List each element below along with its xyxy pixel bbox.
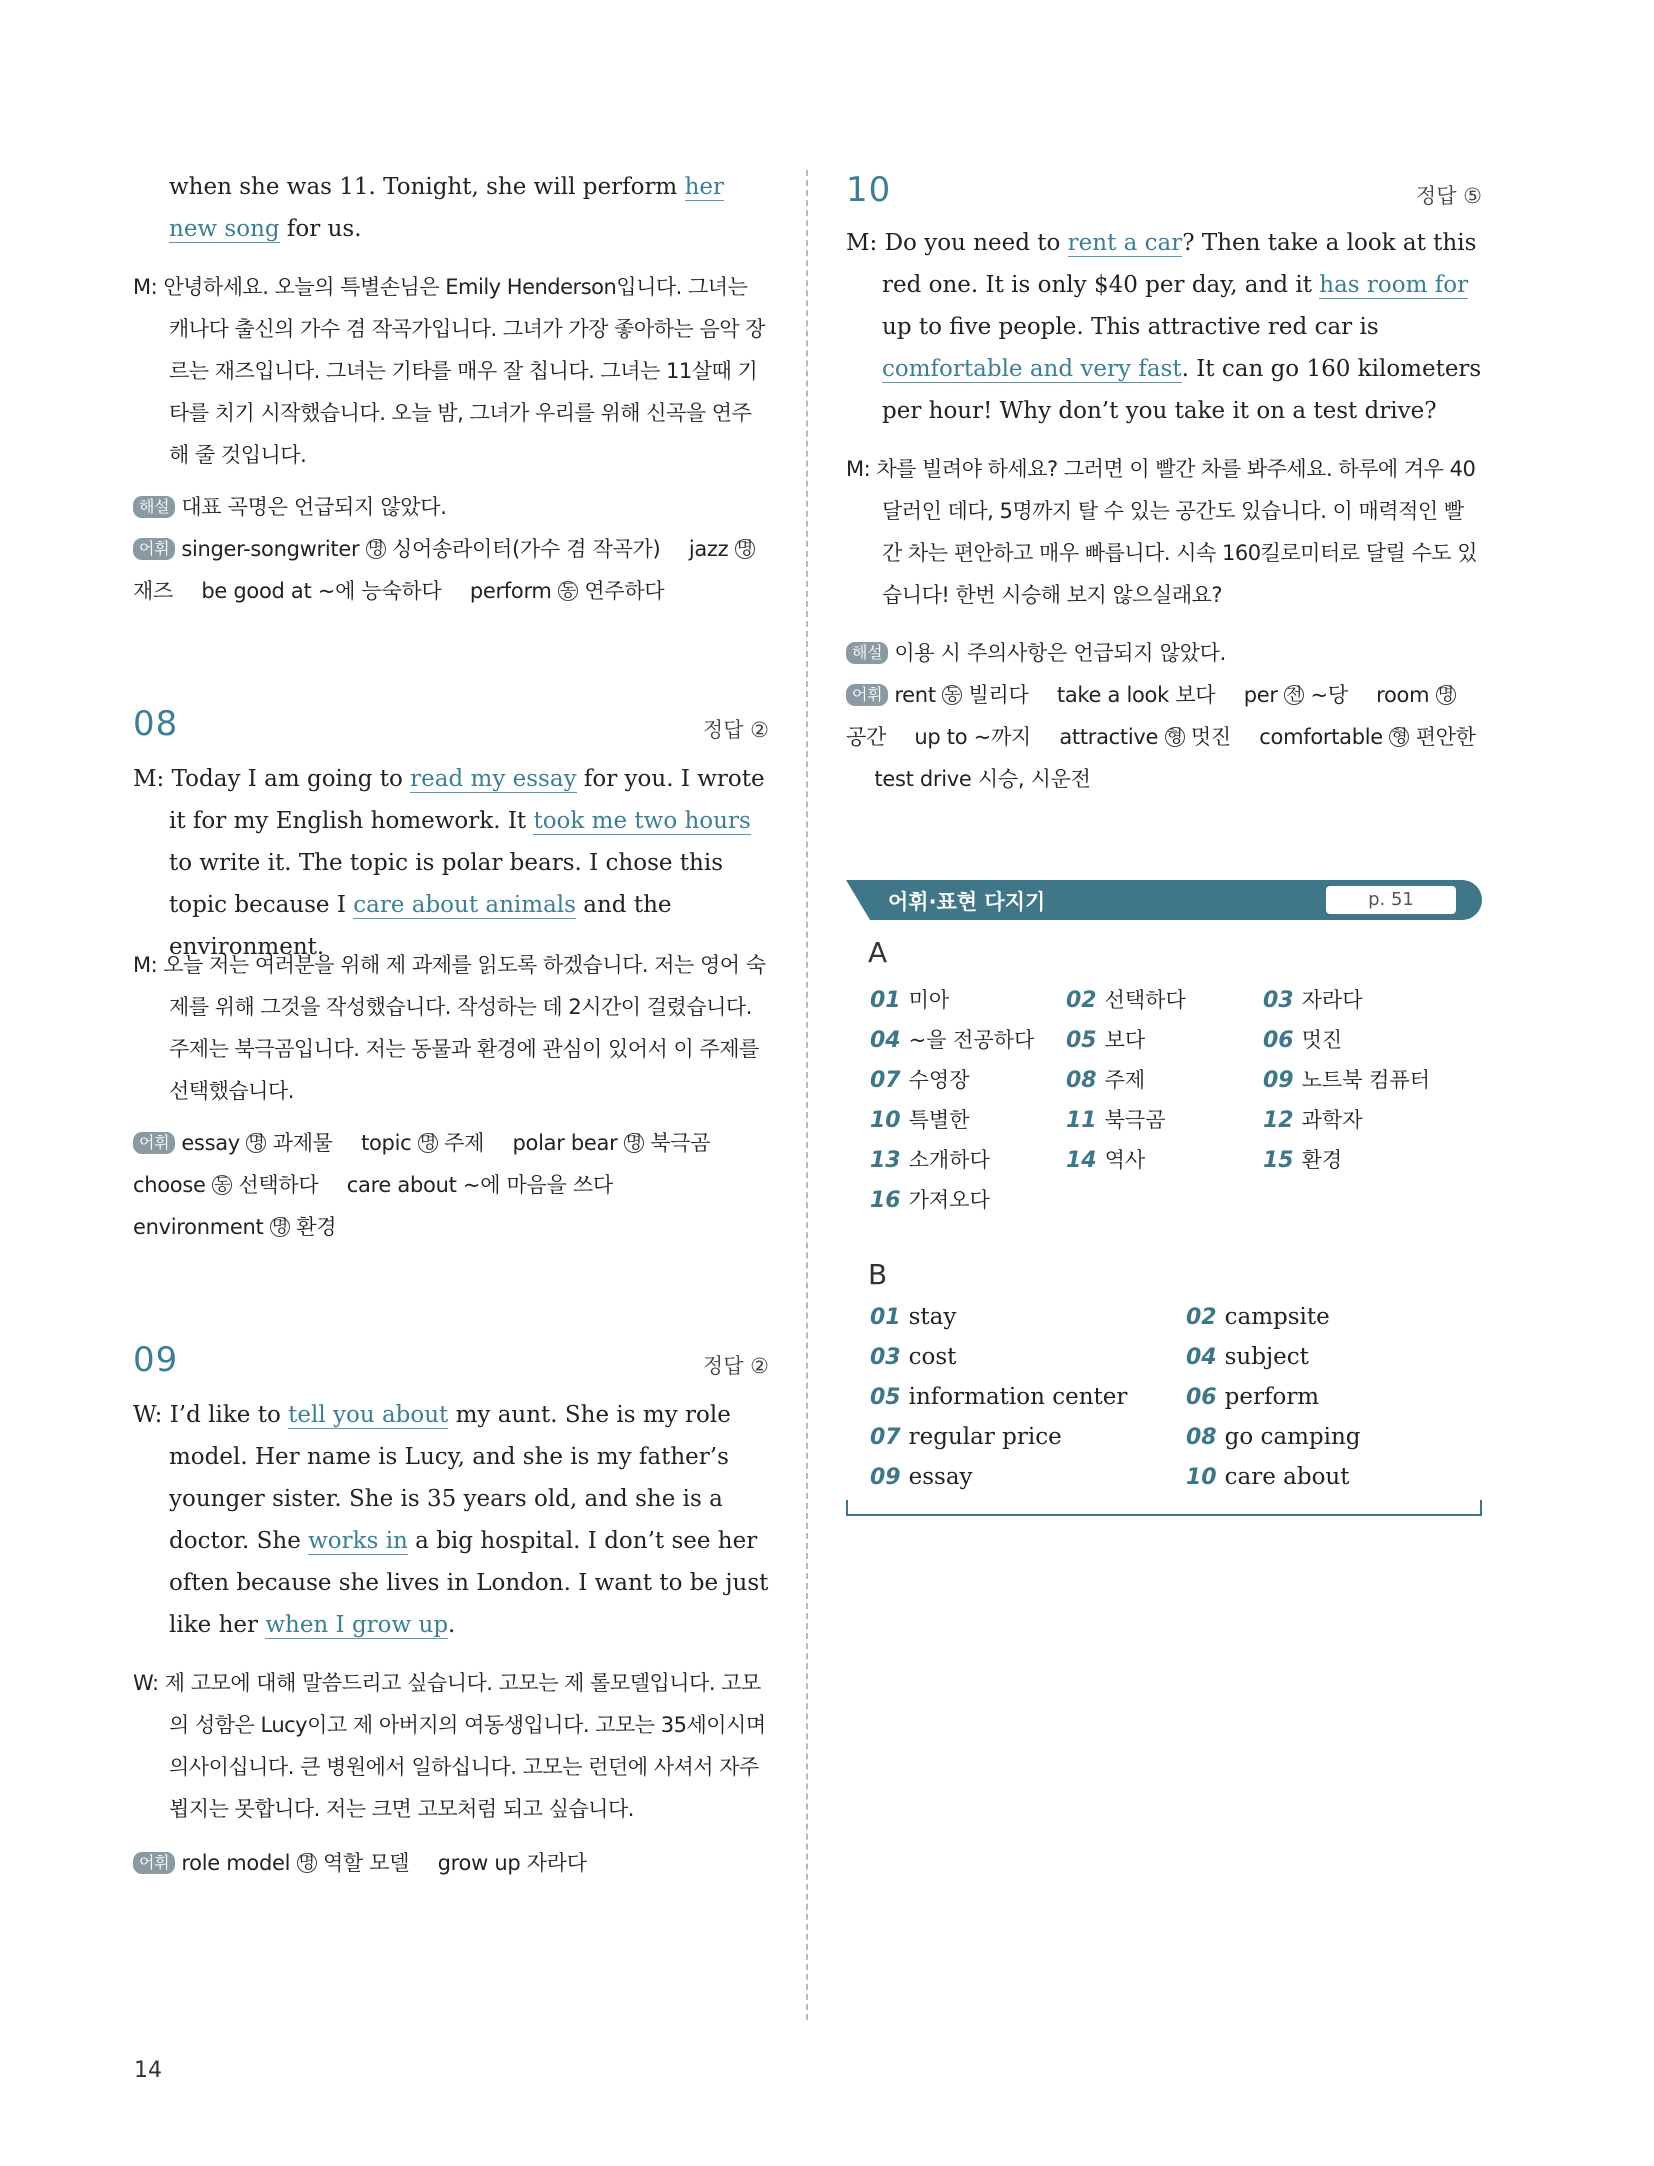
q08-translation: M: 오늘 저는 여러분을 위해 제 과제를 읽도록 하겠습니다. 저는 영어 숙제를 위해 그것을 작성했습니다. 작성하는 데 2시간이 걸렸습니다. 주제는 북극곰입니다. 저는 동물과 환경에 관심이 있어서 이 주제를 선택했습니다. [133, 953, 766, 1103]
vocab-a-item [870, 1144, 990, 1174]
item-word: 소개하다 [908, 1148, 990, 1172]
item-number: 08 [1186, 1425, 1217, 1450]
item-word: 역사 [1104, 1148, 1146, 1172]
vocab-a-item [1066, 1064, 1145, 1094]
vocab-a-item [1066, 1104, 1165, 1134]
q10-translation: M: 차를 빌려야 하세요? 그러면 이 빨간 차를 봐주세요. 하루에 겨우 40달러인 데다, 5명까지 탈 수 있는 공간도 있습니다. 이 매력적인 빨간 차는 편안하고 매우 빠릅니다. 시속 160킬로미터로 달릴 수도 있습니다! 한번 시승해 보지 않으실래요? [846, 457, 1477, 607]
item-number: 06 [1263, 1028, 1294, 1053]
vocab-b-item [1186, 1344, 1309, 1370]
q08-script: M: Today I am going to read my essay for you. I wrote it for my English homework. It took me two hours to write it. The topic is polar bears. I chose this topic because I care about animals and the environment. [133, 766, 765, 960]
item-number: 05 [870, 1385, 901, 1410]
item-word: ~을 전공하다 [908, 1028, 1035, 1052]
highlight-phrase: has room for [1319, 272, 1469, 298]
item-word: essay [908, 1464, 973, 1490]
vocab-a-item [870, 1024, 1034, 1054]
item-number: 10 [870, 1108, 901, 1133]
item-number: 04 [1186, 1345, 1217, 1370]
item-word: 환경 [1301, 1148, 1343, 1172]
vocab-b-item [1186, 1464, 1349, 1490]
item-number: 03 [870, 1345, 901, 1370]
vocab-a-item [1066, 984, 1186, 1014]
item-number: 05 [1066, 1028, 1097, 1053]
vocab-a-item [1263, 1144, 1342, 1174]
item-word: 노트북 컴퓨터 [1301, 1068, 1431, 1092]
item-number: 15 [1263, 1148, 1294, 1173]
answer-label: 정답 ② [702, 1354, 769, 1378]
item-word: 가져오다 [908, 1188, 990, 1212]
item-number: 02 [1186, 1305, 1217, 1330]
highlight-phrase: rent a car [1067, 230, 1183, 256]
item-word: stay [908, 1304, 957, 1330]
vocab-box-header [846, 880, 1482, 920]
item-word: 보다 [1104, 1028, 1146, 1052]
vocab-a-item [1066, 1024, 1145, 1054]
highlight-phrase: read my essay [410, 766, 577, 792]
answer-label: 정답 ⑤ [1415, 184, 1482, 208]
vocab-b-item [870, 1304, 956, 1330]
q10-notes [846, 632, 1482, 800]
item-word: cost [908, 1344, 957, 1370]
q10-header [846, 170, 1482, 214]
q09-script: W: I’d like to tell you about my aunt. She is my role model. Her name is Lucy, and she is my father’s younger sister. She is 35 years old, and she is a doctor. She works in a big hospital. I don’t see her often because she lives in London. I want to be just like her when I grow up. [133, 1402, 769, 1638]
column-divider [806, 170, 808, 2020]
item-number: 16 [870, 1188, 901, 1213]
item-word: care about [1224, 1464, 1350, 1490]
item-number: 06 [1186, 1385, 1217, 1410]
vocab-badge: 어휘 [846, 684, 888, 706]
item-word: perform [1224, 1384, 1320, 1410]
vocab-line: 어휘 rent 동 빌리다 take a look 보다 per 전 ~당 room 명 공간 up to ~까지 attractive 형 멋진 comfortable 형 편안한 test drive 시승, 시운전 [846, 683, 1476, 791]
item-word: 자라다 [1301, 988, 1363, 1012]
item-number: 02 [1066, 988, 1097, 1013]
item-word: 주제 [1104, 1068, 1146, 1092]
section-b-label: B [868, 1258, 888, 1291]
vocab-badge: 어휘 [133, 538, 175, 560]
vocab-a-item [870, 1064, 969, 1094]
highlight-phrase: tell you about [288, 1402, 449, 1428]
vocab-box-page-ref: p. 51 [1326, 886, 1456, 914]
item-number: 13 [870, 1148, 901, 1173]
item-word: regular price [908, 1424, 1062, 1450]
vocab-b-item [870, 1464, 973, 1490]
vocab-a-item [1263, 1064, 1430, 1094]
vocab-badge: 어휘 [133, 1852, 175, 1874]
item-number: 09 [870, 1465, 901, 1490]
vocab-badge: 어휘 [133, 1132, 175, 1154]
vocab-box-title: 어휘·표현 다지기 [888, 890, 1046, 914]
vocab-b-item [870, 1344, 956, 1370]
vocab-b-item [870, 1384, 1127, 1410]
item-number: 08 [1066, 1068, 1097, 1093]
item-word: information center [908, 1384, 1128, 1410]
question-number: 08 [133, 704, 179, 744]
highlight-phrase: care about animals [353, 892, 576, 918]
q09-translation: W: 제 고모에 대해 말씀드리고 싶습니다. 고모는 제 롤모델입니다. 고모의 성함은 Lucy이고 제 아버지의 여동생입니다. 고모는 35세이시며 의사이십니다. 큰 병원에서 일하십니다. 고모는 런던에 사셔서 자주 뵙지는 못합니다. 저는 크면 고모처럼 되고 싶습니다. [133, 1671, 766, 1821]
explanation-badge: 해설 [133, 496, 175, 518]
item-number: 03 [1263, 988, 1294, 1013]
item-number: 01 [870, 1305, 901, 1330]
vocab-b-item [870, 1424, 1062, 1450]
item-number: 10 [1186, 1465, 1217, 1490]
highlight-phrase: took me two hours [533, 808, 751, 834]
explanation-badge: 해설 [846, 642, 888, 664]
vocab-a-item [870, 1104, 969, 1134]
vocab-line: 어휘 singer-songwriter 명 싱어송라이터(가수 겸 작곡가) jazz 명 재즈 be good at ~에 능숙하다 perform 동 연주하다 [133, 537, 753, 603]
vocab-line: 어휘 role model 명 역할 모델 grow up 자라다 [133, 1842, 769, 1884]
item-word: 수영장 [908, 1068, 970, 1092]
item-number: 04 [870, 1028, 901, 1053]
vocab-a-item [870, 1184, 990, 1214]
vocab-a-item [870, 984, 949, 1014]
item-number: 07 [870, 1068, 901, 1093]
answer-label: 정답 ② [702, 718, 769, 742]
item-word: 북극곰 [1104, 1108, 1166, 1132]
q08-notes [133, 1122, 769, 1248]
item-word: 특별한 [908, 1108, 970, 1132]
item-word: 미아 [908, 988, 950, 1012]
item-number: 12 [1263, 1108, 1294, 1133]
item-number: 11 [1066, 1108, 1097, 1133]
explanation-line: 해설 이용 시 주의사항은 언급되지 않았다. [846, 632, 1482, 674]
item-number: 14 [1066, 1148, 1097, 1173]
vocab-a-item [1263, 984, 1362, 1014]
item-number: 01 [870, 988, 901, 1013]
section-a-label: A [868, 936, 888, 969]
q07-translation: M: 안녕하세요. 오늘의 특별손님은 Emily Henderson입니다. 그녀는 캐나다 출신의 가수 겸 작곡가입니다. 그녀가 가장 좋아하는 음악 장르는 재즈입니다. 그녀는 기타를 매우 잘 칩니다. 그녀는 11살때 기타를 치기 시작했습니다. 오늘 밤, 그녀가 우리를 위해 신곡을 연주해 줄 것입니다. [133, 275, 765, 467]
vocab-review-box [846, 880, 1482, 1530]
item-word: go camping [1224, 1424, 1361, 1450]
q08-header [133, 704, 769, 748]
vocab-line: 어휘 essay 명 과제물 topic 명 주제 polar bear 명 북극곰 choose 동 선택하다 care about ~에 마음을 쓰다 environment 명 환경 [133, 1131, 711, 1239]
q10-script: M: Do you need to rent a car? Then take a look at this red one. It is only $40 per day, and it has room for up to five people. This attractive red car is comfortable and very fast. It can go 160 kilometers per hour! Why don’t you take it on a test drive? [846, 230, 1482, 424]
vocab-box-frame [846, 1500, 1482, 1516]
q07-script-continued: when she was 11. Tonight, she will perform her new song for us. [169, 174, 724, 242]
item-number: 07 [870, 1425, 901, 1450]
highlight-phrase: comfortable and very fast [882, 356, 1182, 382]
highlight-phrase: when I grow up [265, 1612, 449, 1638]
vocab-a-item [1263, 1104, 1362, 1134]
q07-notes [133, 486, 769, 612]
vocab-b-item [1186, 1384, 1319, 1410]
vocab-b-item [1186, 1424, 1361, 1450]
item-number: 09 [1263, 1068, 1294, 1093]
explanation-line: 해설 대표 곡명은 언급되지 않았다. [133, 486, 769, 528]
item-word: 과학자 [1301, 1108, 1363, 1132]
vocab-b-item [1186, 1304, 1330, 1330]
vocab-a-item [1263, 1024, 1342, 1054]
item-word: subject [1224, 1344, 1309, 1370]
highlight-phrase: works in [308, 1528, 408, 1554]
page-number: 14 [134, 2058, 162, 2083]
item-word: 선택하다 [1104, 988, 1186, 1012]
question-number: 10 [846, 170, 892, 210]
highlight-phrase: her new song [169, 174, 724, 242]
item-word: 멋진 [1301, 1028, 1343, 1052]
item-word: campsite [1224, 1304, 1330, 1330]
q09-header [133, 1340, 769, 1384]
q09-notes [133, 1842, 769, 1884]
question-number: 09 [133, 1340, 179, 1380]
vocab-a-item [1066, 1144, 1145, 1174]
